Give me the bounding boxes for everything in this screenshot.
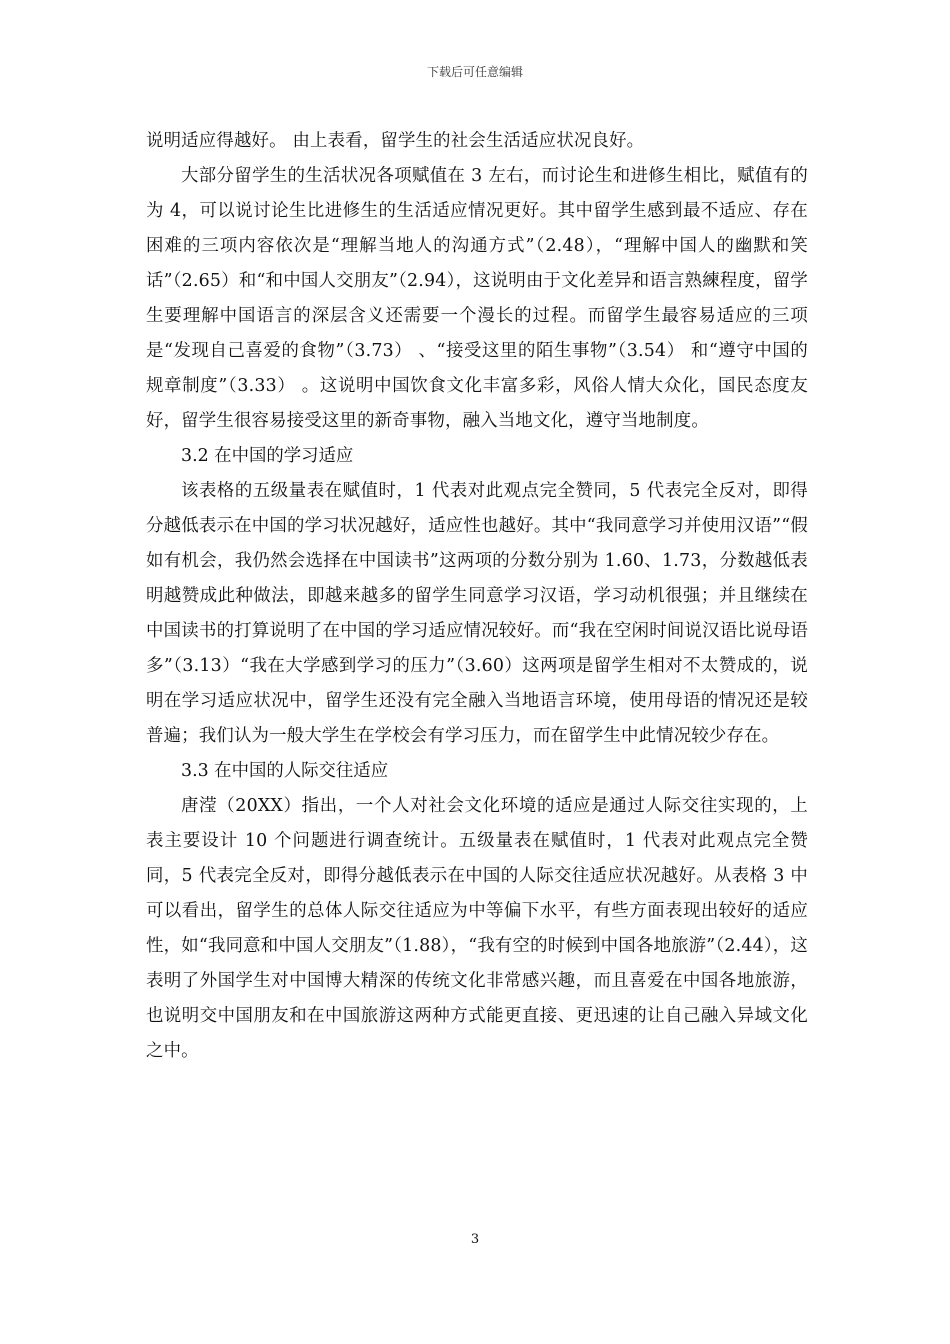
paragraph-life-adaptation: 大部分留学生的生活状况各项赋值在 3 左右，而讨论生和进修生相比，赋值有的为 4，可以说讨论生比进修生的生活适应情况更好。其中留学生感到最不适应、存在困难的三项内容依次是“理解当地人的沟通方式”（2.48），“理解中国人的幽默和笑话”（2.65）和“和中国人交朋友”（2.94），这说明由于文化差异和语言熟練程度，留学生要理解中国语言的深层含义还需要一个漫长的过程。而留学生最容易适应的三项是“发现自己喜爱的食物”（3.73） 、“接受这里的陌生事物”（3.54） 和“遵守中国的规章制度”（3.33） 。这说明中国饮食文化丰富多彩，风俗人情大众化，国民态度友好，留学生很容易接受这里的新奇事物，融入当地文化，遵守当地制度。 <box>146 166 808 431</box>
page-number: 3 <box>470 1232 480 1247</box>
paragraph-study-adaptation: 该表格的五级量表在赋值时，1 代表对此观点完全赞同，5 代表完全反对，即得分越低表示在中国的学习状况越好，适应性也越好。其中“我同意学习并使用汉语”“假如有机会，我仍然会选择在中国读书”这两项的分数分别为 1.60、1.73，分数越低表明越赞成此种做法，即越来越多的留学生同意学习汉语，学习动机很强；并且继续在中国读书的打算说明了在中国的学习适应情况较好。而“我在空闲时间说汉语比说母语多”（3.13）“我在大学感到学习的压力”（3.60）这两项是留学生相对不太赞成的，说明在学习适应状况中，留学生还没有完全融入当地语言环境，使用母语的情况还是较普遍；我们认为一般大学生在学校会有学习压力，而在留学生中此情况较少存在。 <box>146 481 808 746</box>
paragraph-interpersonal-adaptation: 唐滢（20XX）指出，一个人对社会文化环境的适应是通过人际交往实现的，上表主要设计 10 个问题进行调查统计。五级量表在赋值时，1 代表对此观点完全赞同，5 代表完全反对，即得分越低表示在中国的人际交往适应状况越好。从表格 3 中可以看出，留学生的总体人际交往适应为中等偏下水平，有些方面表现出较好的适应性，如“我同意和中国人交朋友”（1.88），“我有空的时候到中国各地旅游”（2.44），这表明了外国学生对中国博大精深的传统文化非常感兴趣，而且喜爱在中国各地旅游，也说明交中国朋友和在中国旅游这两种方式能更直接、更迅速的让自己融入异域文化之中。 <box>146 796 808 1061</box>
section-heading-study-adaptation: 3.2 在中国的学习适应 <box>181 446 354 466</box>
section-heading-interpersonal-adaptation: 3.3 在中国的人际交往适应 <box>181 761 389 781</box>
page-header: 下载后可任意编辑 <box>426 65 523 79</box>
document-body <box>146 124 808 1069</box>
paragraph-social-life-conclusion: 说明适应得越好。 由上表看，留学生的社会生活适应状况良好。 <box>146 131 645 151</box>
